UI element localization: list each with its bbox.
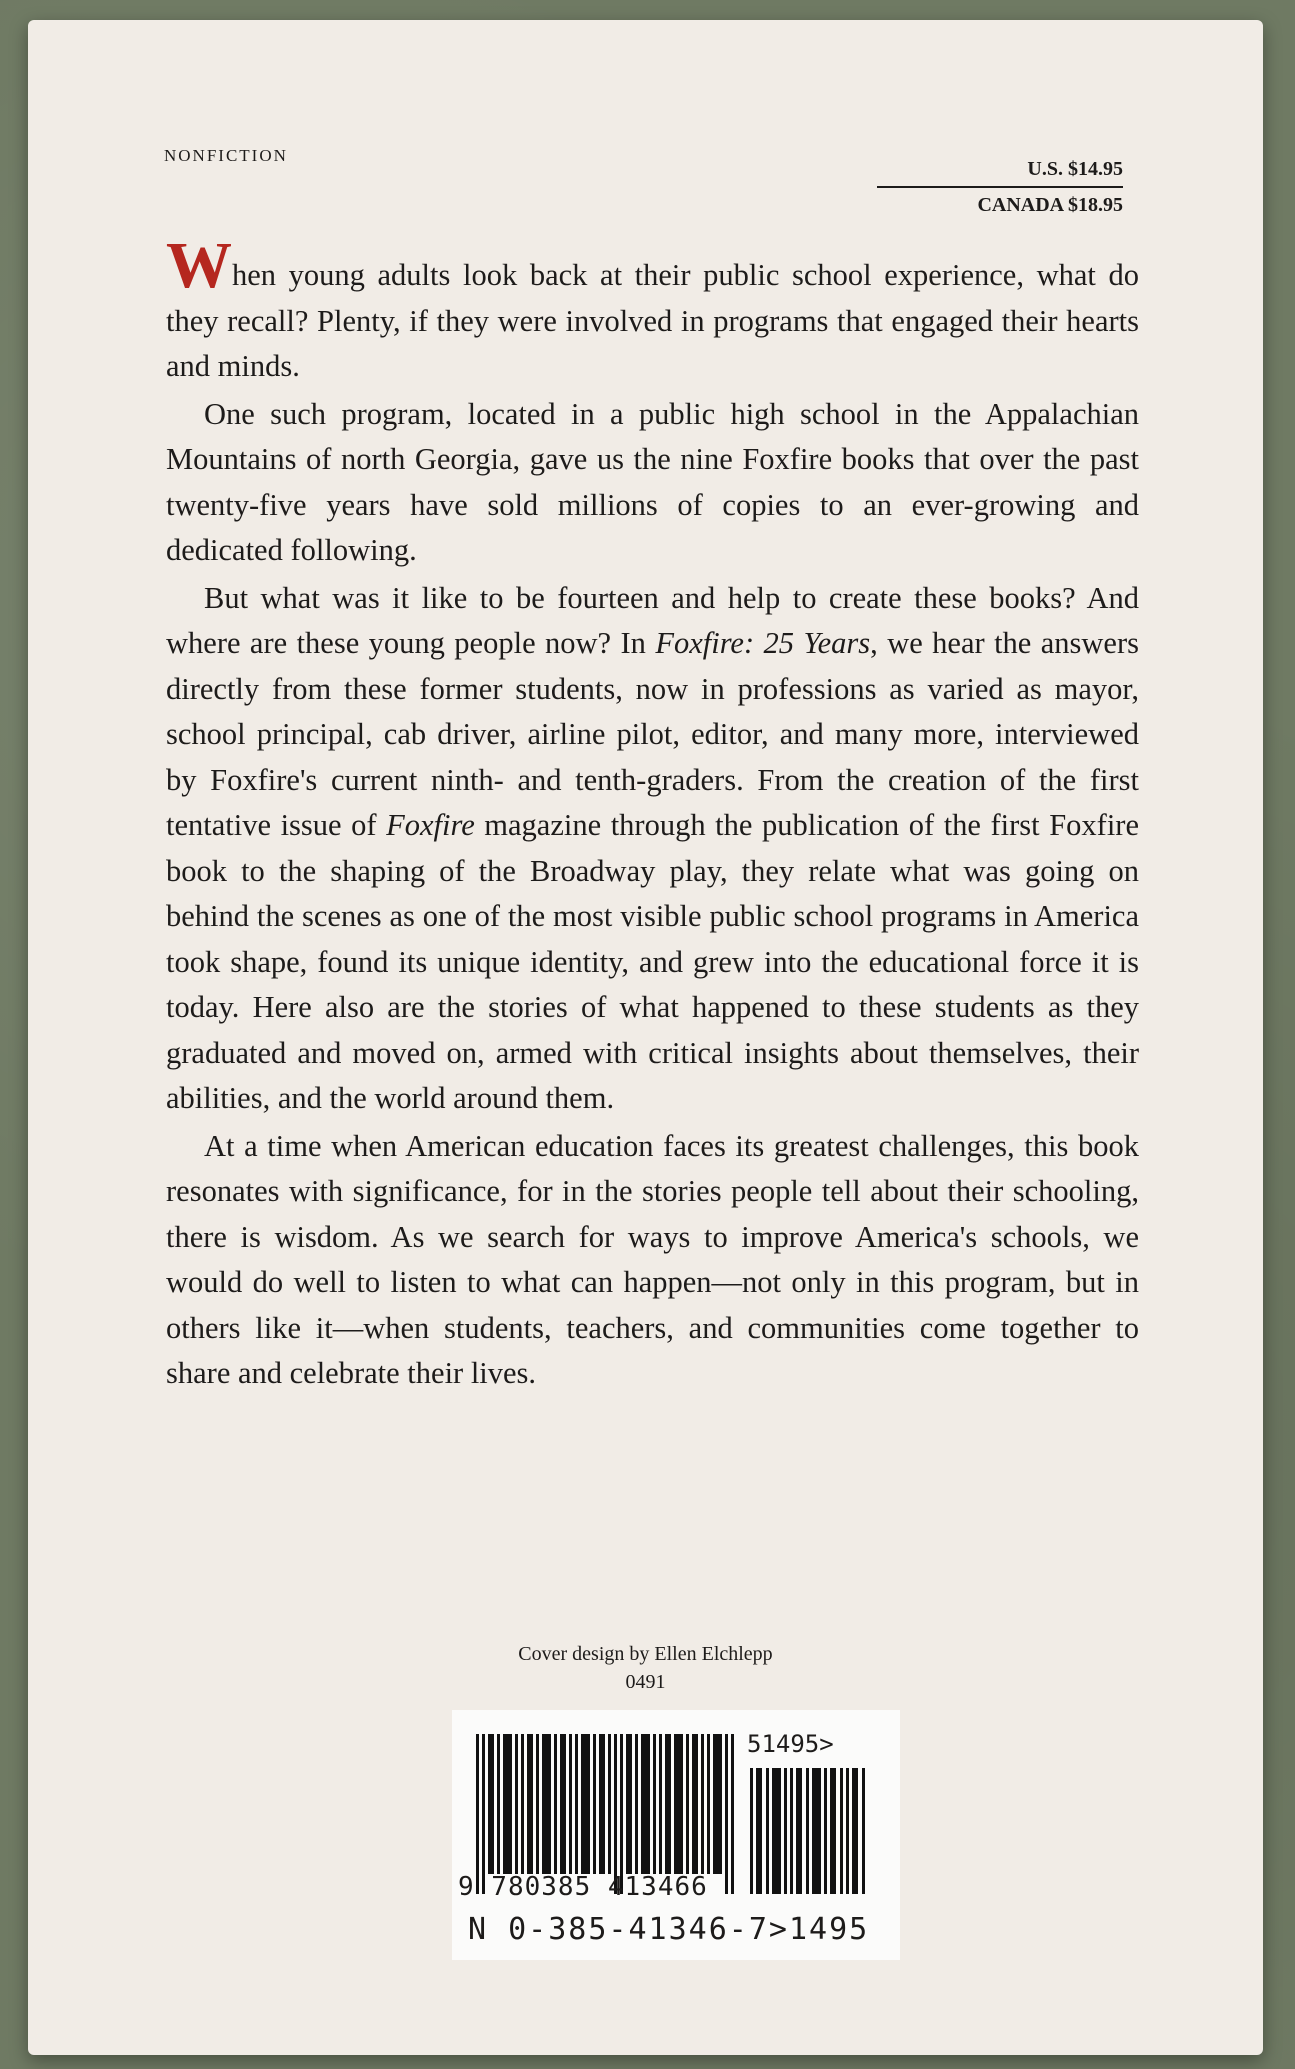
category-label: NONFICTION [164, 146, 288, 165]
price-block [877, 152, 1123, 222]
barcode-ean-digits: 9 780385 413466 [458, 1872, 708, 1902]
magazine-title-italic: Foxfire [386, 808, 475, 842]
cover-credit [28, 1640, 1263, 1696]
barcode-sticker [452, 1710, 900, 1960]
barcode-addon-digits: 51495> [747, 1730, 834, 1758]
price-canada: CANADA $18.95 [977, 194, 1123, 216]
book-title-italic: Foxfire: 25 Years [655, 626, 871, 660]
designer-credit: Cover design by Ellen Elchlepp [518, 1643, 773, 1665]
blurb-paragraph-2: One such program, located in a public high school in the Appalachian Mountains of north Georgia, gave us the nine Foxfire books that over the past twenty-five years have sold millions of copies to an ever-growing and dedicated following. [166, 396, 1139, 567]
book-back-cover [28, 20, 1263, 2055]
drop-cap: W [166, 229, 232, 302]
blurb-paragraph-1: When young adults look back at their public school experience, what do they recall? Plenty, if they were involved in programs that engaged their hearts and minds. [166, 229, 1139, 383]
blurb-paragraph-4: At a time when American education faces its greatest challenges, this book resonates with significance, for in the stories people tell about their schooling, there is wisdom. As we search for ways to improve America's schools, we would do well to listen to what can happen—not only in this program, but in others like it—when students, teachers, and communities come together to share and celebrate their lives. [166, 1128, 1139, 1390]
print-code: 0491 [625, 1671, 666, 1693]
blurb-paragraph-3: But what was it like to be fourteen and help to create these books? And where are these young people now? In Foxfire: 25 Years, we hear the answers directly from these former students, now in professions as varied as mayor, school principal, cab driver, airline pilot, editor, and many more, interviewed by Foxfire's current ninth- and tenth-graders. From the creation of the first tentative issue of Foxfire magazine through the publication of the first Foxfire book to the shaping of the Broadway play, they relate what was going on behind the scenes as one of the most visible public school programs in America took shape, found its unique identity, and grew into the educational force it is today. Here also are the stories of what happened to these students as they graduated and moved on, armed with critical insights about themselves, their abilities, and the world around them. [166, 580, 1139, 1115]
barcode-isbn-line: N 0-385-41346-7>1495 [468, 1912, 870, 1947]
price-us: U.S. $14.95 [877, 152, 1123, 188]
addon-barcode-icon [750, 1768, 870, 1894]
blurb [166, 229, 1139, 1399]
